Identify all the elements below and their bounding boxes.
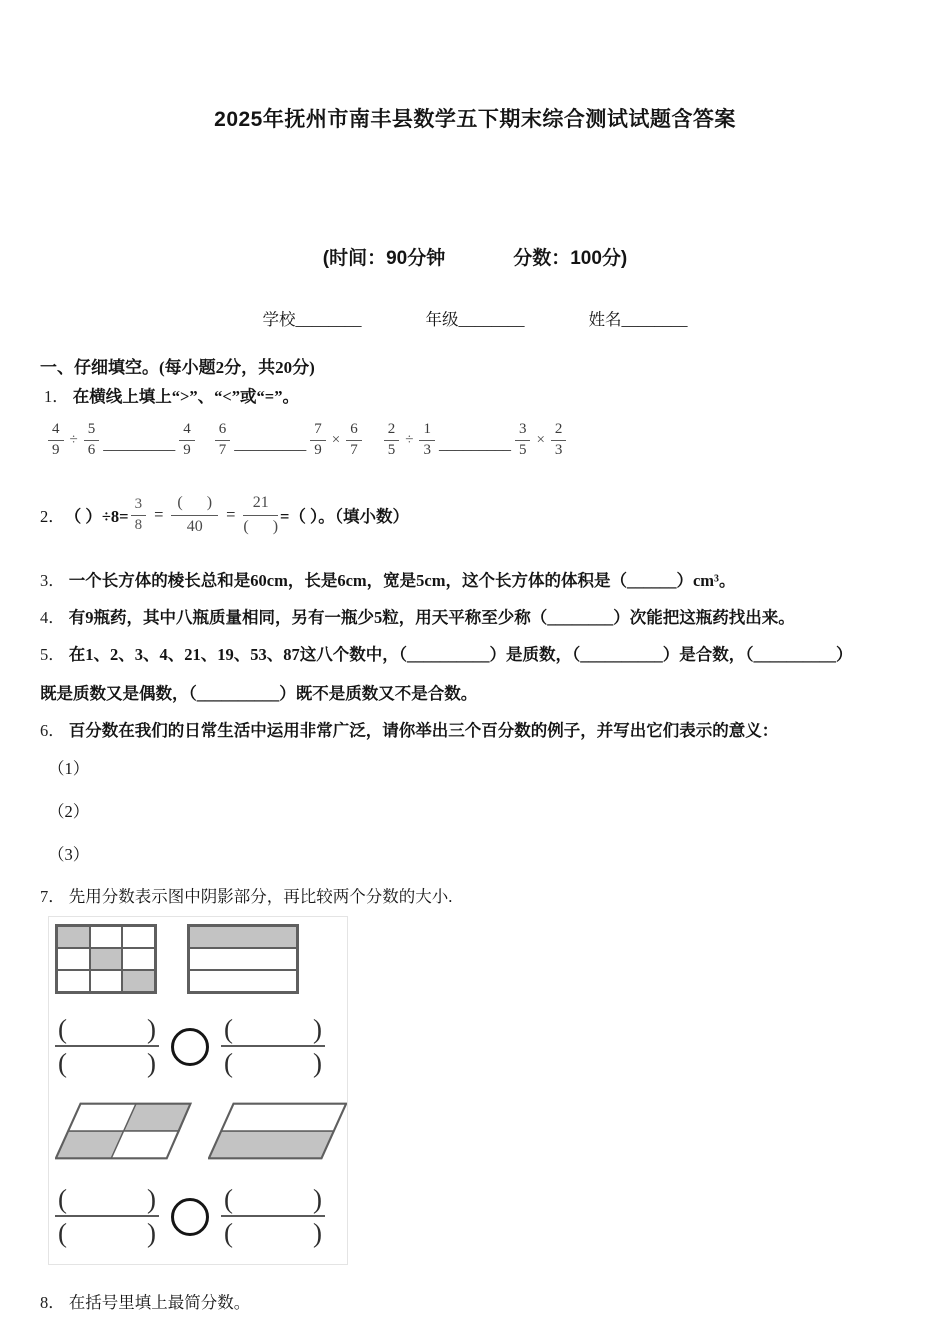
q1-comparison-2 [213, 421, 364, 459]
q1-comparison-3 [382, 421, 569, 459]
shaded-grids-row [55, 924, 347, 994]
q2-prefix: （ ）÷8= [64, 507, 129, 526]
fraction-comparison-row-2 [55, 1180, 347, 1254]
fraction: $\frac{3}{8}$ [131, 496, 147, 534]
grid-cell [90, 926, 123, 948]
question-7 [40, 886, 950, 908]
grid-cell [189, 926, 297, 948]
blank-line: _________ [234, 435, 307, 453]
comparison-circle [171, 1198, 209, 1236]
question-1-text: 在横线上填上“>”、“<”或“=”。 [72, 387, 299, 406]
question-2-number: 2． [40, 507, 65, 526]
question-6 [40, 720, 950, 742]
fraction: $\frac{7}{9}$ [310, 421, 326, 459]
fraction: $\frac{1}{3}$ [419, 421, 435, 459]
fraction-21-over-blank: $\frac{21}{( )}$ [243, 494, 279, 535]
divide-operator: ÷ [69, 431, 78, 448]
fraction: $\frac{4}{9}$ [179, 421, 195, 459]
grid-cell [57, 926, 90, 948]
grid-cell [189, 948, 297, 970]
section1-heading: 一、仔细填空。(每小题2分，共20分) [40, 358, 315, 377]
question-7-figure [48, 916, 348, 1265]
score-label: 分数：100分) [513, 248, 628, 269]
question-4 [40, 607, 950, 629]
grid-cell [122, 970, 155, 992]
question-8-number: 8． [40, 1293, 65, 1312]
fraction: $\frac{5}{6}$ [84, 421, 100, 459]
q2-suffix: =（ ）。（填小数） [280, 507, 410, 526]
question-5-text-1: 在1、2、3、4、21、19、53、87这八个数中，（__________）是质数，（__________）是合数，（__________） [68, 645, 853, 664]
student-fields [0, 306, 950, 330]
question-3 [40, 570, 950, 592]
question-3-number: 3． [40, 571, 65, 590]
question-7-number: 7． [40, 887, 65, 906]
blank-fraction-right: ( ) ( ) [221, 1184, 325, 1250]
question-6-item-3: （3） [48, 845, 90, 864]
shaded-grid-3x3 [55, 924, 157, 994]
grid-cell [57, 948, 90, 970]
name-field: 姓名________ [588, 310, 688, 329]
question-7-text: 先用分数表示图中阴影部分，再比较两个分数的大小. [68, 887, 453, 906]
grid-cell [90, 948, 123, 970]
question-8 [40, 1292, 950, 1314]
multiply-operator: × [536, 431, 545, 448]
question-8-text: 在括号里填上最简分数。 [68, 1293, 251, 1312]
question-6-item-1: （1） [48, 759, 90, 778]
question-6-item-2: （2） [48, 802, 90, 821]
fraction: $\frac{6}{7}$ [346, 421, 362, 459]
question-6-text: 百分数在我们的日常生活中运用非常广泛，请你举出三个百分数的例子，并写出它们表示的意义： [68, 721, 779, 740]
page-title: 2025年抚州市南丰县数学五下期末综合测试试题含答案 [214, 108, 736, 131]
blank-fraction-right: ( ) ( ) [221, 1014, 325, 1080]
grid-cell [189, 970, 297, 992]
parallelogram-quarters-shaded [55, 1098, 194, 1164]
question-3-text: 一个长方体的棱长总和是60cm，长是6cm，宽是5cm，这个长方体的体积是（______）cm³。 [68, 571, 736, 590]
question-1-number: 1． [44, 387, 69, 406]
fraction: $\frac{4}{9}$ [48, 421, 64, 459]
question-6-number: 6． [40, 721, 65, 740]
question-1-math-row [46, 416, 950, 464]
grid-cell [90, 970, 123, 992]
question-1 [44, 386, 950, 408]
blank-fraction-left: ( ) ( ) [55, 1184, 159, 1250]
parallelogram-half-shaded [208, 1098, 347, 1164]
question-5-number: 5． [40, 645, 65, 664]
blank-fraction-left: ( ) ( ) [55, 1014, 159, 1080]
question-5-line1 [40, 644, 950, 666]
multiply-operator: × [331, 431, 341, 448]
fraction-blank-over-40: $\frac{( )}{40}$ [171, 494, 218, 536]
grid-cell [57, 970, 90, 992]
grade-field: 年级________ [425, 310, 525, 329]
shaded-grid-3-strips [187, 924, 299, 994]
grid-cell [122, 926, 155, 948]
fraction-comparison-row-1 [55, 1010, 347, 1084]
fraction: $\frac{2}{5}$ [384, 421, 400, 459]
comparison-circle [171, 1028, 209, 1066]
fraction: $\frac{6}{7}$ [215, 421, 231, 459]
fraction: $\frac{3}{5}$ [515, 421, 531, 459]
equals-sign: = [226, 505, 236, 524]
fraction: $\frac{2}{3}$ [551, 421, 567, 459]
parallelograms-row [55, 1098, 347, 1164]
divide-operator: ÷ [405, 431, 414, 448]
q1-comparison-1 [46, 421, 197, 459]
question-5-line2 [40, 683, 950, 705]
time-label: (时间：90分钟 [322, 248, 446, 269]
equals-sign: = [154, 505, 164, 524]
grid-cell [122, 948, 155, 970]
school-field: 学校________ [262, 310, 362, 329]
blank-line: _________ [103, 435, 176, 453]
question-4-text: 有9瓶药，其中八瓶质量相同，另有一瓶少5粒，用天平称至少称（________）次能把这瓶药找出来。 [68, 608, 795, 627]
exam-info-line [0, 243, 950, 270]
question-5-text-2: 既是质数又是偶数，（__________）既不是质数又不是合数。 [40, 684, 478, 703]
question-4-number: 4． [40, 608, 65, 627]
question-2 [40, 486, 950, 544]
blank-line: _________ [438, 435, 511, 453]
